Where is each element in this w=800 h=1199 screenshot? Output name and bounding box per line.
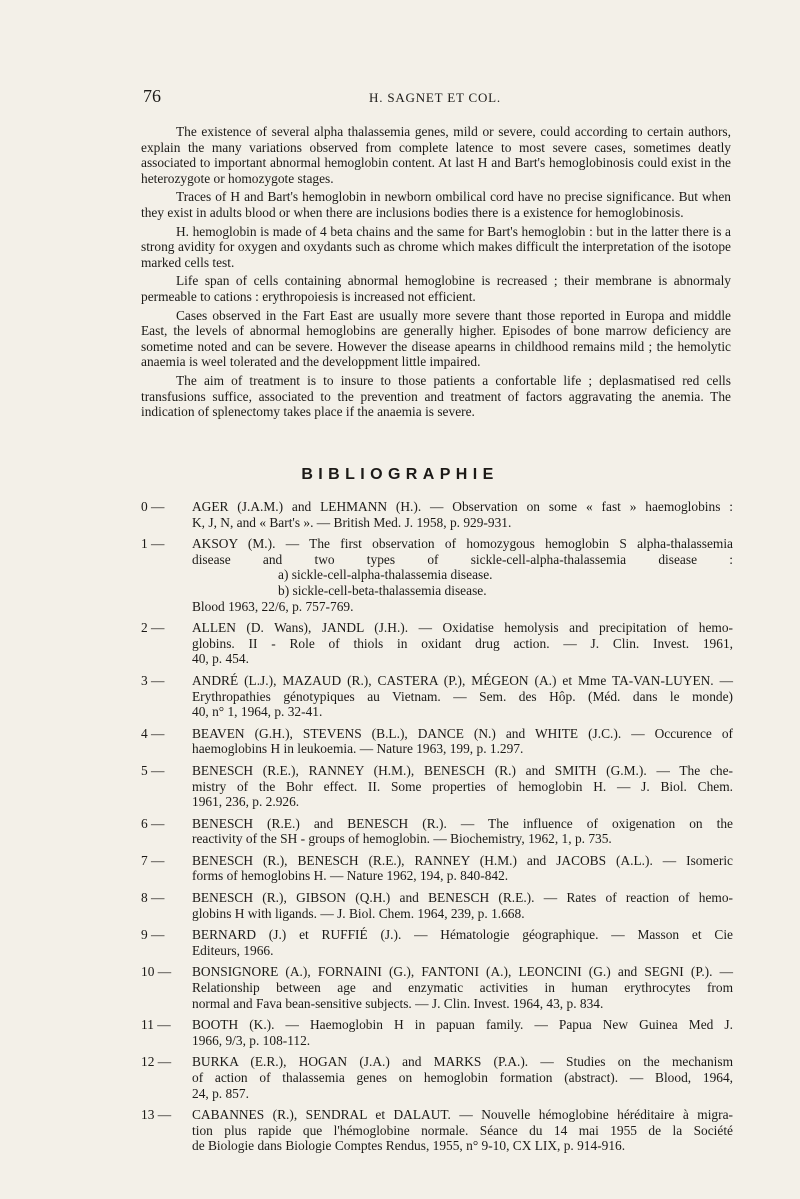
reference-line: mistry of the Bohr effect. II. Some properties of hemoglobin H. — J. Biol. Chem.	[192, 778, 733, 794]
reference-number: 1 —	[141, 536, 165, 552]
reference-number: 5 —	[141, 762, 165, 778]
reference-line: 1966, 9/3, p. 108-112.	[192, 1032, 311, 1048]
reference-number: 9 —	[141, 927, 165, 943]
reference-item	[141, 620, 733, 667]
reference-line: BURKA (E.R.), HOGAN (J.A.) and MARKS (P.A.). — Studies on the mechanism	[192, 1054, 733, 1070]
reference-line: BONSIGNORE (A.), FORNAINI (G.), FANTONI (A.), LEONCINI (G.) and SEGNI (P.). —	[192, 964, 733, 980]
reference-line: AKSOY (M.). — The first observation of homozygous hemoglobin S alpha-thalassemia	[192, 536, 733, 552]
reference-line: globins. II - Role of thiols in oxidant drug action. — J. Clin. Invest. 1961,	[192, 635, 733, 651]
reference-line: 1961, 236, p. 2.926.	[192, 794, 300, 810]
reference-number: 8 —	[141, 890, 165, 906]
reference-number: 13 —	[141, 1107, 172, 1123]
page-header	[140, 86, 730, 110]
bibliography-title: BIBLIOGRAPHIE	[301, 466, 499, 483]
reference-line: tion plus rapide que l'hémoglobine normale. Séance du 14 mai 1955 de la Société	[192, 1122, 733, 1138]
reference-number: 10 —	[141, 964, 172, 980]
reference-line: Editeurs, 1966.	[192, 942, 274, 958]
body-text	[141, 124, 731, 423]
reference-item	[141, 1054, 733, 1101]
reference-number: 6 —	[141, 815, 165, 831]
reference-item	[141, 673, 733, 720]
reference-item	[141, 964, 733, 1011]
reference-line: Relationship between age and enzymatic activities in human erythrocytes from	[192, 980, 733, 996]
reference-number: 11 —	[141, 1017, 171, 1033]
paragraph: Traces of H and Bart's hemoglobin in newborn ombilical cord have no precise significance. But when they exist in adults blood or when there are inclusions bodies there is a existence for hemoglobinosis.	[141, 189, 731, 220]
paragraph: H. hemoglobin is made of 4 beta chains and the same for Bart's hemoglobin : but in the latter there is a strong avidity for oxygen and oxydants such as chrome which makes difficult the interpretation of the isotope marked cells test.	[141, 223, 731, 270]
reference-subitem: b) sickle-cell-beta-thalassemia disease.	[278, 582, 487, 598]
paragraph: The existence of several alpha thalassemia genes, mild or severe, could according to certain authors, explain the many variations observed from complete latence to most severe cases, sometimes deatly associated to important abnormal hemoglobin content. At last H and Bart's hemoglobinosis could exist in the heterozygote or homozygote stages.	[141, 124, 731, 186]
reference-line: forms of hemoglobins H. — Nature 1962, 194, p. 840-842.	[192, 868, 509, 884]
reference-line: Blood 1963, 22/6, p. 757-769.	[192, 598, 354, 614]
reference-number: 3 —	[141, 672, 165, 688]
reference-list	[141, 499, 733, 1160]
paragraph: The aim of treatment is to insure to those patients a confortable life ; deplasmatised red cells transfusions suffice, associated to the prevention and treatment of factors aggravating the anemia. The indication of splenectomy takes place if the anaemia is severe.	[141, 372, 731, 420]
reference-line: disease and two types of sickle-cell-alpha-thalassemia disease :	[192, 551, 733, 567]
reference-number: 12 —	[141, 1054, 172, 1070]
reference-line: Erythropathies génotypiques au Vietnam. — Sem. des Hôp. (Méd. dans le monde)	[192, 688, 733, 704]
reference-line: haemoglobins H in leukoemia. — Nature 1963, 199, p. 1.297.	[192, 741, 524, 757]
reference-line: of action of thalassemia genes on hemoglobin formation (abstract). — Blood, 1964,	[192, 1070, 733, 1085]
paragraph: Cases observed in the Fart East are usually more severe thant those reported in Europa and middle East, the levels of abnormal hemoglobins are generally higher. Episodes of bone marrow deficiency are sometime noted and can be severe. However the disease apearns in childhood remains mild ; the hemolytic anaemia is weel tolerated and the developpment little impaired.	[141, 307, 731, 370]
paragraph: Life span of cells containing abnormal hemoglobine is recreased ; their membrane is abnormaly permeable to cations : erythropoiesis is increased not efficient.	[141, 273, 731, 304]
reference-item	[141, 890, 733, 921]
reference-line: 24, p. 857.	[192, 1085, 249, 1101]
reference-line: BENESCH (R.E.), RANNEY (H.M.), BENESCH (R.) and SMITH (G.M.). — The che-	[192, 762, 733, 778]
reference-item	[141, 763, 733, 810]
reference-line: AGER (J.A.M.) and LEHMANN (H.). — Observation on some « fast » haemoglobins :	[192, 499, 733, 514]
reference-line: 40, n° 1, 1964, p. 32-41.	[192, 704, 323, 720]
reference-line: BENESCH (R.), GIBSON (Q.H.) and BENESCH (R.E.). — Rates of reaction of hemo-	[192, 890, 733, 906]
reference-item	[141, 1017, 733, 1048]
reference-line: ALLEN (D. Wans), JANDL (J.H.). — Oxidatise hemolysis and precipitation of hemo-	[192, 620, 733, 636]
reference-line: K, J, N, and « Bart's ». — British Med. J. 1958, p. 929-931.	[192, 514, 512, 530]
reference-line: BENESCH (R.E.) and BENESCH (R.). — The influence of oxigenation on the	[192, 815, 733, 831]
reference-line: BOOTH (K.). — Haemoglobin H in papuan family. — Papua New Guinea Med J.	[192, 1017, 733, 1033]
reference-item	[141, 499, 733, 530]
reference-number: 7 —	[141, 852, 165, 868]
reference-item	[141, 536, 733, 614]
reference-line: ANDRÉ (L.J.), MAZAUD (R.), CASTERA (P.), MÉGEON (A.) et Mme TA-VAN-LUYEN. —	[192, 672, 733, 688]
reference-number: 4 —	[141, 725, 165, 741]
reference-line: reactivity of the SH - groups of hemoglobin. — Biochemistry, 1962, 1, p. 735.	[192, 831, 612, 847]
reference-line: globins H with ligands. — J. Biol. Chem. 1964, 239, p. 1.668.	[192, 905, 525, 921]
reference-number: 2 —	[141, 620, 165, 636]
reference-item	[141, 927, 733, 958]
page-number: 76	[143, 86, 161, 106]
reference-line: de Biologie dans Biologie Comptes Rendus, 1955, n° 9-10, CX LIX, p. 914-916.	[192, 1138, 626, 1154]
reference-line: CABANNES (R.), SENDRAL et DALAUT. — Nouvelle hémoglobine héréditaire à migra-	[192, 1107, 733, 1123]
reference-subitem: a) sickle-cell-alpha-thalassemia disease.	[278, 567, 493, 583]
reference-item	[141, 726, 733, 757]
reference-line: BENESCH (R.), BENESCH (R.E.), RANNEY (H.M.) and JACOBS (A.L.). — Isomeric	[192, 852, 733, 868]
reference-item	[141, 1107, 733, 1154]
running-head: H. SAGNET ET COL.	[369, 90, 501, 105]
reference-number: 0 —	[141, 499, 165, 514]
reference-line: BEAVEN (G.H.), STEVENS (B.L.), DANCE (N.) and WHITE (J.C.). — Occurence of	[192, 725, 733, 741]
reference-line: normal and Fava bean-sensitive subjects. — J. Clin. Invest. 1964, 43, p. 834.	[192, 995, 604, 1011]
reference-item	[141, 853, 733, 884]
reference-line: BERNARD (J.) et RUFFIÉ (J.). — Hématologie géographique. — Masson et Cie	[192, 927, 733, 943]
reference-item	[141, 816, 733, 847]
reference-line: 40, p. 454.	[192, 651, 249, 667]
